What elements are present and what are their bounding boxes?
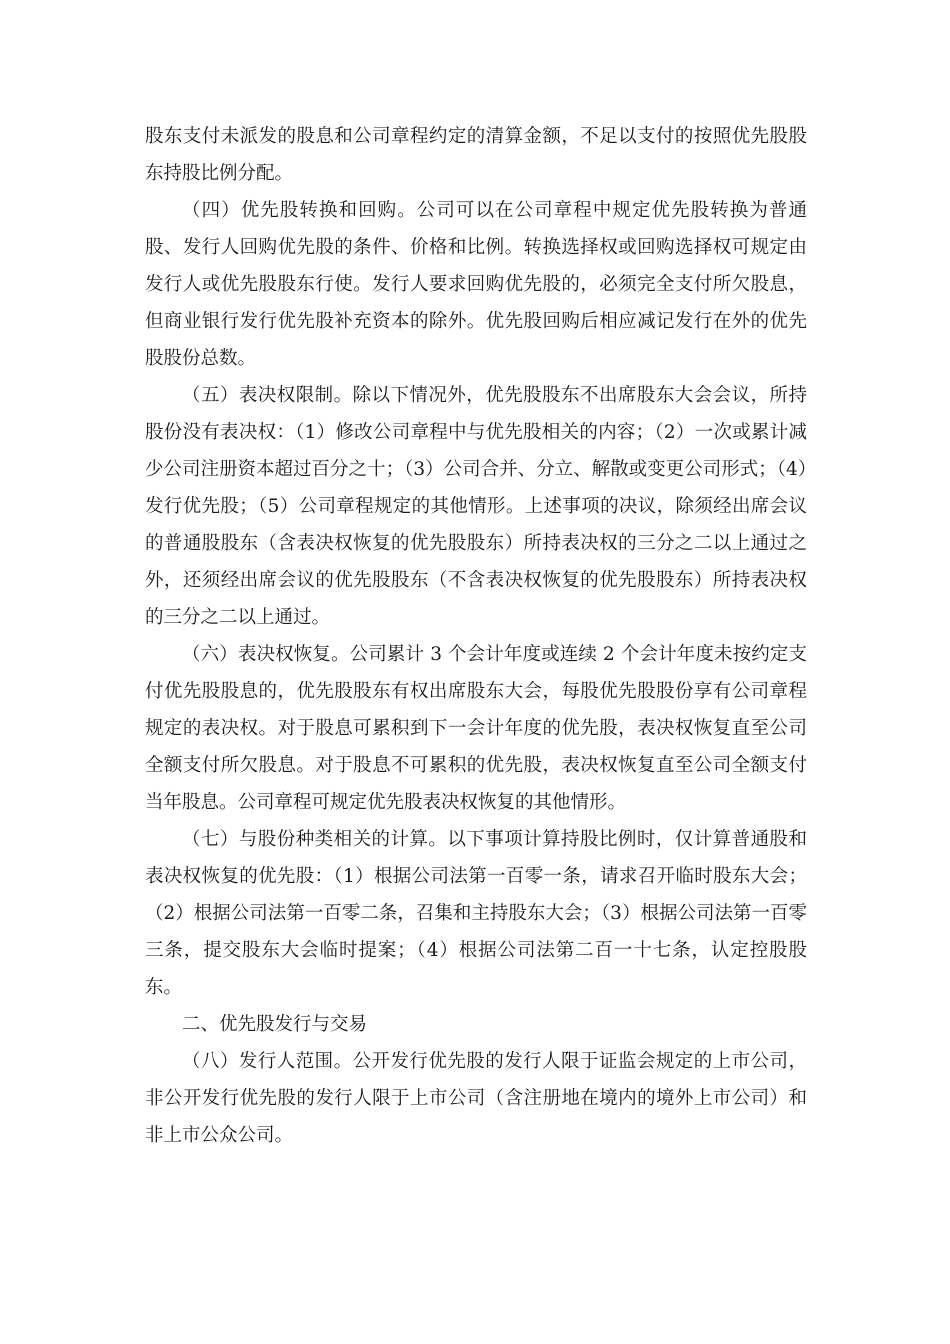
paragraph-share-calculation: （七）与股份种类相关的计算。以下事项计算持股比例时，仅计算普通股和表决权恢复的优先股：（1）根据公司法第一百零一条，请求召开临时股东大会；（2）根据公司法第一百零二条，召集和主持股东大会；（3）根据公司法第一百零三条，提交股东大会临时提案；（4）根据公司法第二百一十七条，认定控股股东。 (145, 829, 807, 998)
paragraph-continuation: 股东支付未派发的股息和公司章程约定的清算金额，不足以支付的按照优先股股东持股比例分配。 (145, 126, 807, 184)
paragraph-voting-restriction: （五）表决权限制。除以下情况外，优先股股东不出席股东大会会议，所持股份没有表决权：（1）修改公司章程中与优先股相关的内容；（2）一次或累计减少公司注册资本超过百分之十；（3）公司合并、分立、解散或变更公司形式；（4）发行优先股；（5）公司章程规定的其他情形。上述事项的决议，除须经出席会议的普通股股东（含表决权恢复的优先股股东）所持表决权的三分之二以上通过之外，还须经出席会议的优先股股东（不含表决权恢复的优先股股东）所持表决权的三分之二以上通过。 (145, 385, 807, 628)
paragraph-issuer-scope: （八）发行人范围。公开发行优先股的发行人限于证监会规定的上市公司，非公开发行优先股的发行人限于上市公司（含注册地在境内的境外上市公司）和非上市公众公司。 (145, 1051, 807, 1146)
paragraph-voting-restoration: （六）表决权恢复。公司累计 3 个会计年度或连续 2 个会计年度未按约定支付优先股股息的，优先股股东有权出席股东大会，每股优先股股份享有公司章程规定的表决权。对于股息可累积到下一会计年度的优先股，表决权恢复直至公司全额支付所欠股息。对于股息不可累积的优先股，表决权恢复直至公司全额支付当年股息。公司章程可规定优先股表决权恢复的其他情形。 (145, 644, 807, 813)
section-heading-issuance-trading: 二、优先股发行与交易 (182, 1014, 368, 1035)
document-page (145, 118, 807, 1154)
paragraph-preferred-share-conversion: （四）优先股转换和回购。公司可以在公司章程中规定优先股转换为普通股、发行人回购优先股的条件、价格和比例。转换选择权或回购选择权可规定由发行人或优先股股东行使。发行人要求回购优先股的，必须完全支付所欠股息，但商业银行发行优先股补充资本的除外。优先股回购后相应减记发行在外的优先股股份总数。 (145, 200, 807, 369)
